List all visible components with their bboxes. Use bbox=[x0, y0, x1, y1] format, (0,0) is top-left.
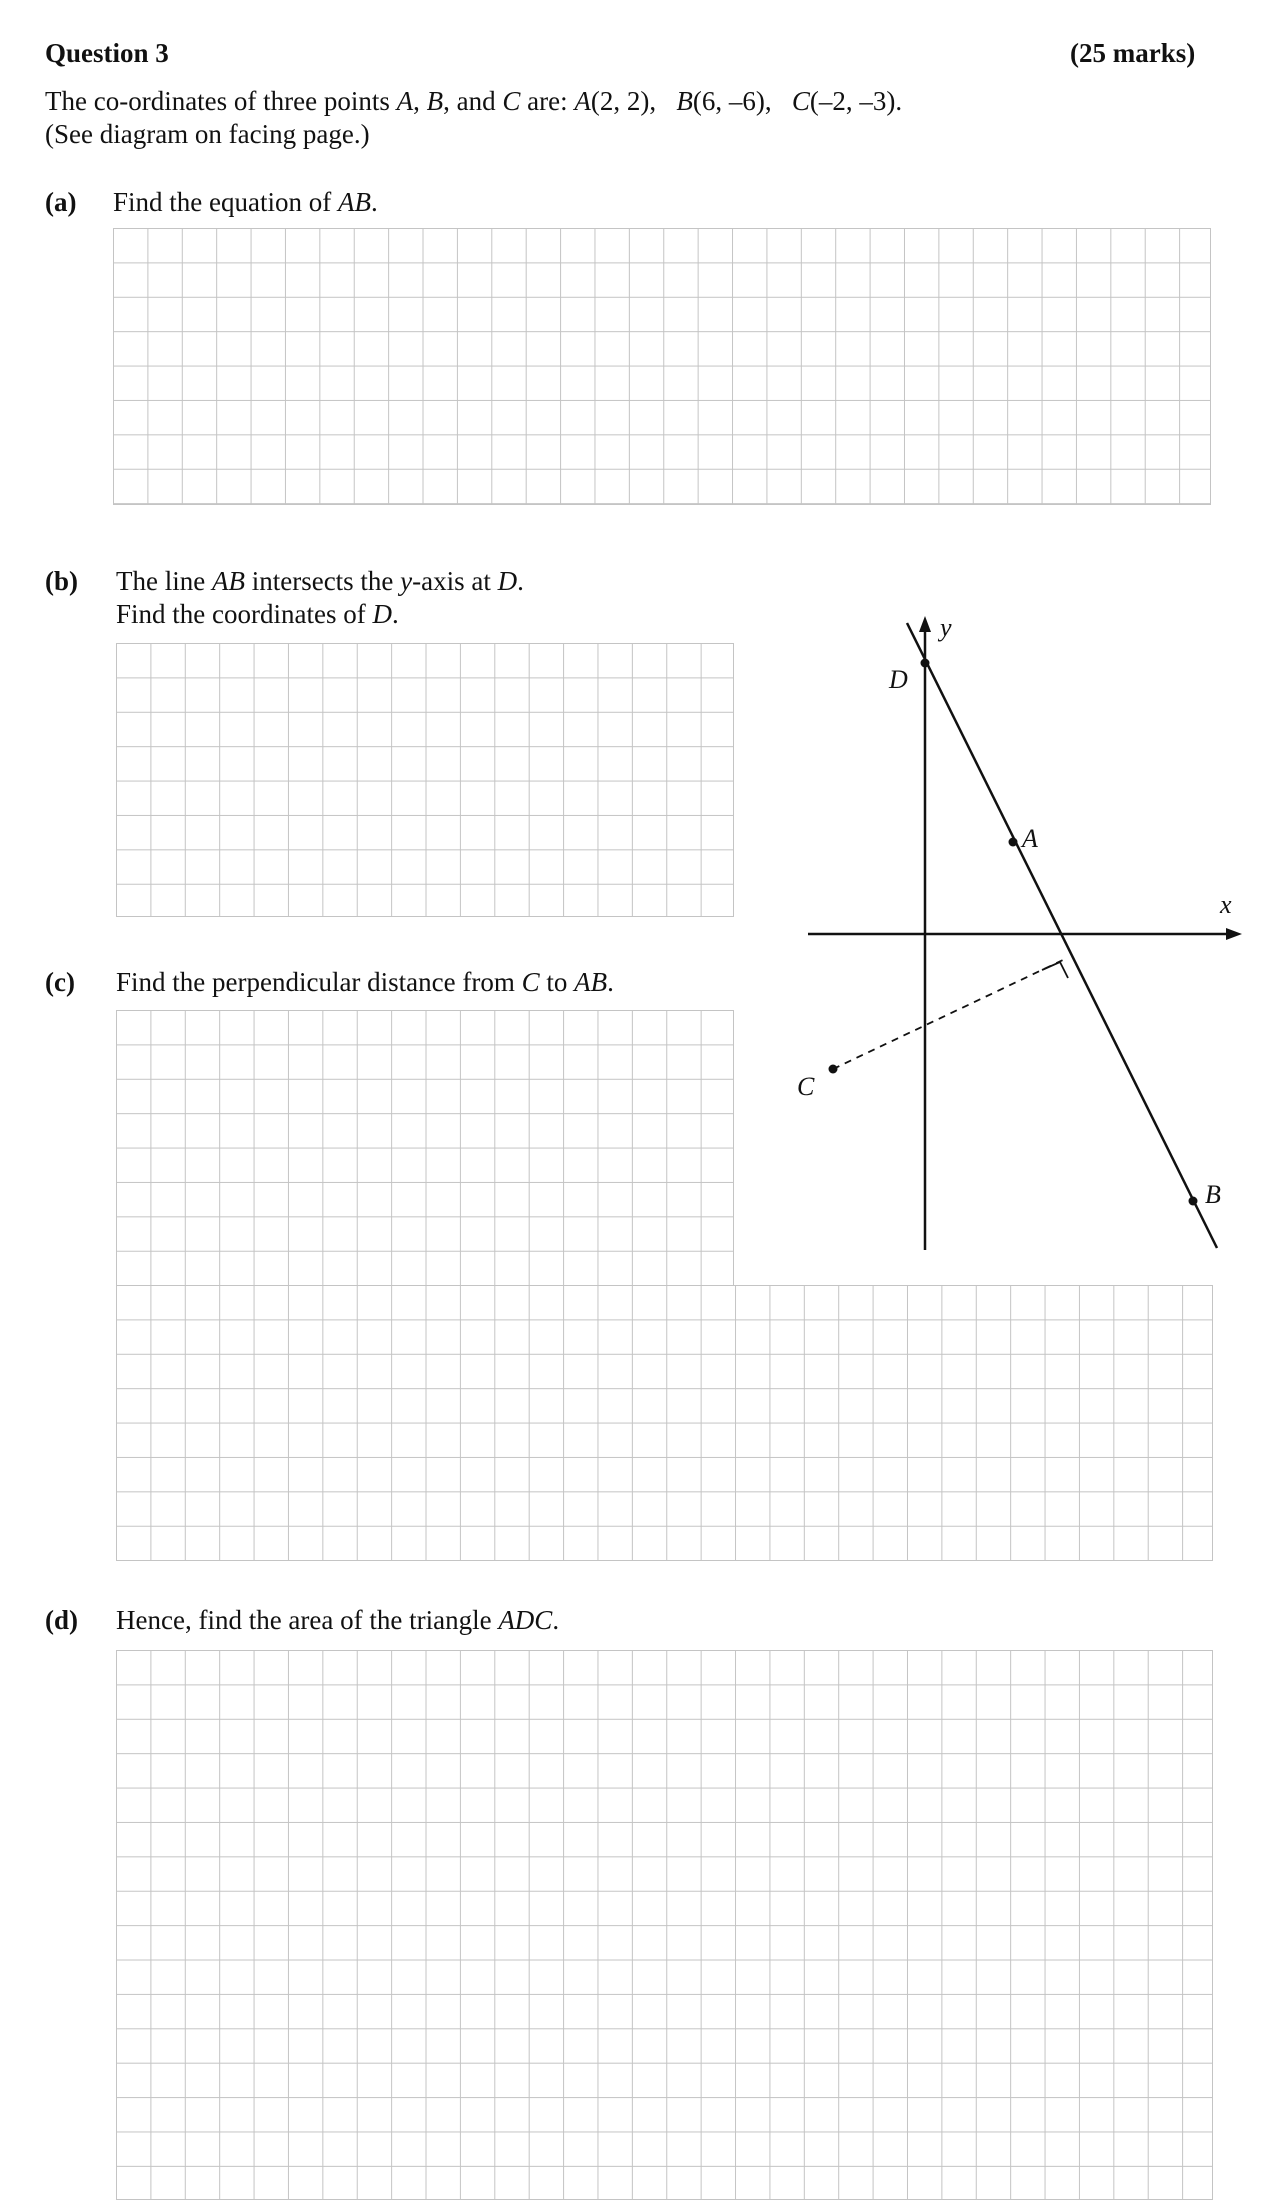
label-b: B bbox=[1205, 1180, 1221, 1209]
part-b-question-line-2: Find the coordinates of D. bbox=[116, 599, 399, 629]
label-x: x bbox=[1220, 890, 1232, 919]
label-y: y bbox=[940, 613, 952, 642]
right-angle-marker bbox=[1042, 962, 1068, 978]
answer-grid-c-lower[interactable] bbox=[116, 1285, 1213, 1561]
part-b-label: (b) bbox=[45, 566, 78, 596]
y-axis-arrow-icon bbox=[919, 616, 931, 632]
part-c-label: (c) bbox=[45, 967, 75, 997]
part-a-question: Find the equation of AB. bbox=[113, 187, 378, 217]
part-a-label: (a) bbox=[45, 187, 77, 217]
point-d bbox=[921, 659, 930, 668]
marks-label: (25 marks) bbox=[1070, 38, 1196, 68]
label-c: C bbox=[797, 1072, 815, 1101]
perpendicular-c-to-ab bbox=[833, 960, 1063, 1069]
answer-grid-d[interactable] bbox=[116, 1650, 1213, 2200]
intro-line-1: The co-ordinates of three points A, B, and C are: A(2, 2), B(6, –6), C(–2, –3). bbox=[45, 86, 903, 116]
point-a bbox=[1009, 838, 1018, 847]
intro-line-2: (See diagram on facing page.) bbox=[45, 119, 370, 149]
part-d-label: (d) bbox=[45, 1605, 78, 1635]
x-axis-arrow-icon bbox=[1226, 928, 1242, 940]
part-c-question: Find the perpendicular distance from C to AB. bbox=[116, 967, 614, 997]
point-b bbox=[1189, 1197, 1198, 1206]
part-d-question: Hence, find the area of the triangle ADC. bbox=[116, 1605, 560, 1635]
part-b-question-line-1: The line AB intersects the y-axis at D. bbox=[116, 566, 524, 596]
label-a: A bbox=[1022, 824, 1038, 853]
point-c bbox=[829, 1065, 838, 1074]
line-ab bbox=[907, 623, 1217, 1248]
question-title: Question 3 bbox=[45, 38, 169, 68]
label-d: D bbox=[889, 665, 908, 694]
